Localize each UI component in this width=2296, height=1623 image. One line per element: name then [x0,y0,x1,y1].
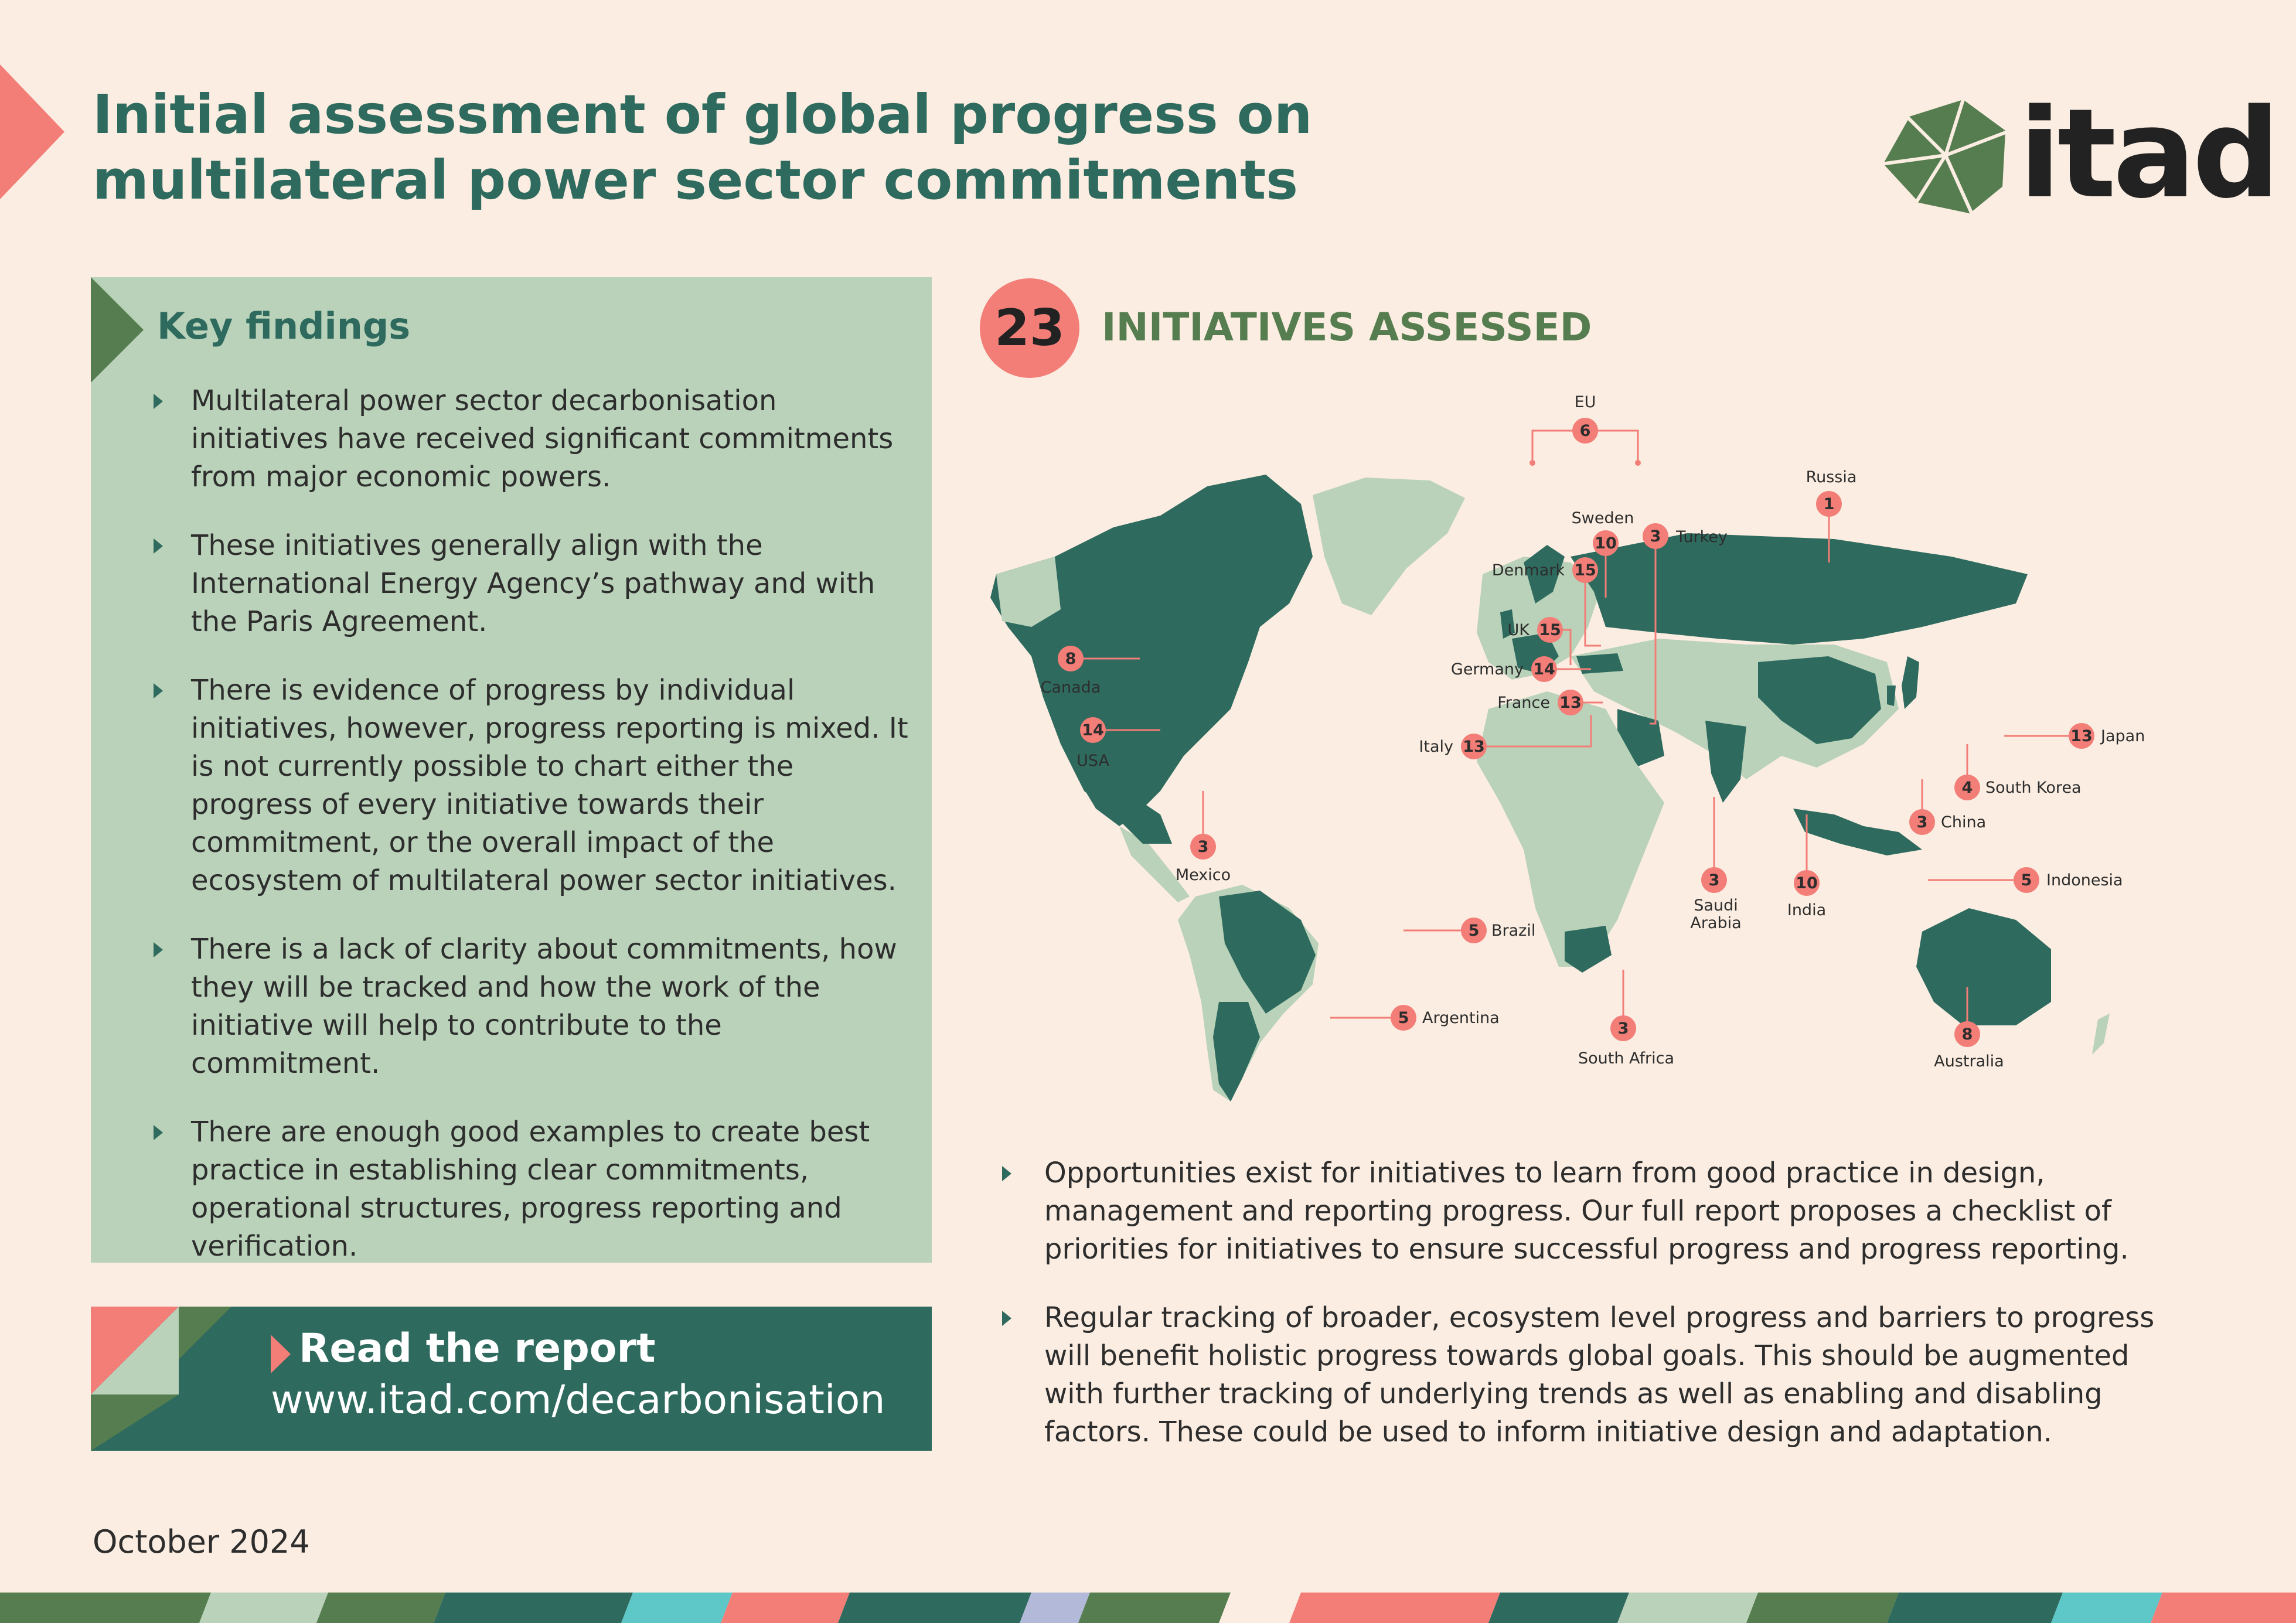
list-item [1002,1299,2198,1451]
uk-label: UK [1507,621,1529,639]
turkey-value: 3 [1650,527,1661,545]
usa-label: USA [1077,752,1109,770]
india-shape [1705,721,1746,803]
south-korea-label: South Korea [1985,779,2082,797]
south-korea-value: 4 [1961,779,1973,797]
canada-value: 8 [1065,650,1077,668]
list-item-text: Regular tracking of broader, ecosystem level progress and barriers to progress will benefit holistic progress towards global goals. This should be augmented with further tracking of underlying trends as well as enabling and disabling factors. These could be used to inform initiative design and adaptation. [1044,1301,2155,1448]
turkey-shape [1576,653,1623,674]
russia-value: 1 [1823,495,1835,513]
denmark-value: 15 [1574,561,1596,579]
key-findings-heading: Key findings [157,305,411,347]
list-item [1002,1154,2198,1269]
itad-logo-mark-icon [1875,100,2016,217]
germany-value: 14 [1533,660,1555,678]
key-findings-corner-triangle [91,277,144,383]
argentina-value: 5 [1398,1009,1409,1027]
saudi-arabia-value: 3 [1708,871,1720,889]
germany-label: Germany [1450,660,1524,678]
japan-label: Japan [2101,727,2145,745]
publication-date: October 2024 [93,1523,310,1560]
read-report-triangle-art [91,1307,231,1451]
usa-value: 14 [1082,721,1104,739]
japan-value: 13 [2070,727,2093,745]
list-item-text: These initiatives generally align with the International Energy Agency’s pathway and with the Paris Agreement. [191,529,876,638]
france-label: France [1497,694,1550,712]
saudi-arabia-label: Saudi [1694,896,1738,915]
list-item [154,527,909,641]
list-item-text: Opportunities exist for initiatives to learn from good practice in design, management and reporting progress. Our full report proposes a checklist of priorities for initiatives to ensure successful progress and progress reporting. [1044,1157,2129,1266]
sweden-value: 10 [1595,534,1617,553]
read-report-heading[interactable]: Read the report [299,1325,656,1372]
list-item-text: There is a lack of clarity about commitments, how they will be tracked and how the work of the initiative will help to contribute to the commitment. [191,933,897,1080]
bullet-arrow-icon [1002,1311,1011,1326]
initiatives-label: INITIATIVES ASSESSED [1102,305,1592,350]
list-item-text: There is evidence of progress by individual initiatives, however, progress reporting is mixed. It is not currently possible to chart either the progress of every initiative towards their commitment, or the overall impact of the ecosystem of multilateral power sector initiatives. [191,674,908,897]
australia-value: 8 [1961,1025,1973,1044]
south-africa-label: South Africa [1578,1049,1675,1068]
corner-triangle-decoration [0,64,64,199]
list-item [154,930,909,1083]
itad-logo [1875,82,2277,226]
title-line-2: multilateral power sector commitments [93,149,1299,212]
north-america-shape [990,475,1313,826]
indonesia-label: Indonesia [2046,871,2123,889]
bullet-arrow-icon [154,683,163,698]
eu-marker-dot-right [1635,460,1641,466]
report-url-link[interactable]: www.itad.com/decarbonisation [271,1377,885,1423]
india-value: 10 [1796,874,1818,892]
italy-value: 13 [1463,738,1485,756]
saudi-arabia-label-2: Arabia [1690,914,1742,932]
south-africa-value: 3 [1617,1020,1629,1038]
title-line-1: Initial assessment of global progress on [93,83,1313,146]
australia-shape [1916,908,2051,1025]
russia-shape [1571,533,2028,645]
list-item [154,1113,909,1266]
mexico-value: 3 [1197,838,1209,856]
china-value: 3 [1916,813,1928,831]
bullet-arrow-icon [154,394,163,409]
list-item [154,382,909,496]
indonesia-shape [1793,809,1922,855]
india-label: India [1787,901,1827,919]
initiatives-count-badge: 23 [980,278,1079,378]
bullet-arrow-icon [154,942,163,957]
south-africa-shape [1565,926,1612,973]
china-label: China [1941,813,1987,831]
uk-value: 15 [1539,621,1561,639]
new-zealand-shape [2092,1014,2110,1055]
indonesia-value: 5 [2021,871,2032,889]
key-findings-list [154,382,909,1296]
argentina-label: Argentina [1422,1009,1500,1027]
world-map [985,381,2192,1113]
brazil-label: Brazil [1491,922,1536,940]
sweden-label: Sweden [1571,509,1634,527]
turkey-label: Turkey [1676,528,1728,546]
japan-shape [1902,656,1919,709]
brazil-value: 5 [1468,922,1480,940]
denmark-label: Denmark [1491,561,1565,579]
additional-findings-list [1002,1154,2198,1482]
footer-stripes [0,1593,2296,1623]
russia-label: Russia [1806,468,1857,486]
france-value: 13 [1559,694,1582,712]
eu-marker-dot-left [1529,460,1535,466]
bullet-arrow-icon [154,538,163,554]
list-item-text: Multilateral power sector decarbonisation initiatives have received significant commitments from major economic powers. [191,384,894,493]
eu-value: 6 [1579,422,1591,440]
greenland-shape [1313,478,1465,615]
read-report-arrow-icon [271,1335,291,1373]
canada-label: Canada [1040,678,1101,697]
eu-label: EU [1574,393,1596,411]
page-title [93,82,1440,213]
mexico-label: Mexico [1175,866,1231,884]
list-item [154,671,909,900]
italy-label: Italy [1419,738,1453,756]
bullet-arrow-icon [1002,1166,1011,1181]
australia-label: Australia [1934,1052,2004,1070]
itad-logo-text: itad [2019,82,2277,226]
list-item-text: There are enough good examples to create best practice in establishing clear commitments, operational structures, progress reporting and verification. [191,1116,870,1263]
bullet-arrow-icon [154,1125,163,1140]
